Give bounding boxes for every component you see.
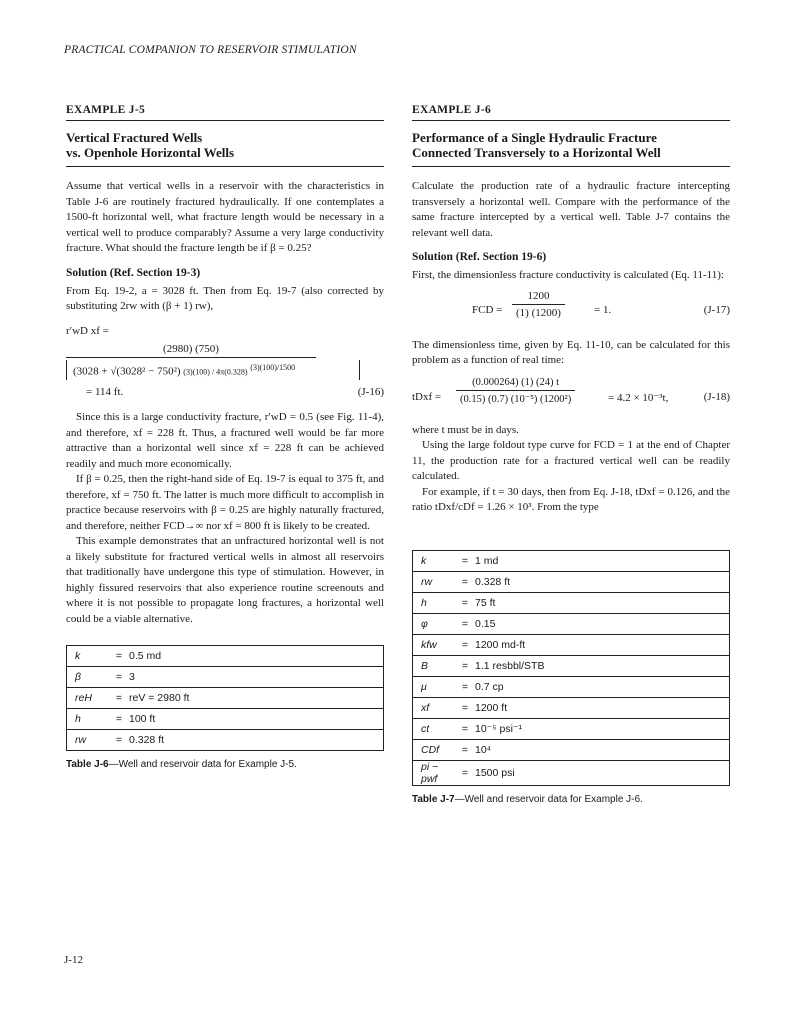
- table-cell-sym: β: [67, 667, 110, 688]
- table-cell-val: 1.1 resbbl/STB: [475, 655, 730, 676]
- table-cell-sym: CDf: [413, 739, 456, 760]
- table-cell-val: 1200 md-ft: [475, 634, 730, 655]
- eq17-lhs: FCD =: [472, 303, 503, 316]
- eq17-numerator: 1200: [512, 290, 565, 305]
- table-j6: [66, 645, 384, 751]
- eq18-number: (J-18): [703, 390, 730, 403]
- table-row: [67, 730, 384, 751]
- table-row: [413, 697, 730, 718]
- table-cell-eq: =: [455, 697, 475, 718]
- running-header: PRACTICAL COMPANION TO RESERVOIR STIMULATION: [64, 44, 357, 56]
- table-cell-eq: =: [109, 709, 129, 730]
- table-cell-val: 75 ft: [475, 592, 730, 613]
- intro-paragraph: Assume that vertical wells in a reservoir with the characteristics in Table J-6 are routinely fractured hydraulically. If one contemplates a 1500-ft horizontal well, what fracture length would be necessary in a vertical well to produce comparably? Assume a very large conductivity fracture. What should the fracture length be if β = 0.25?: [66, 180, 384, 254]
- table-cell-sym: h: [413, 592, 456, 613]
- table-cell-eq: =: [455, 634, 475, 655]
- solution-paragraph: From Eq. 19-2, a = 3028 ft. Then from Eq. 19-7 (also corrected by substituting 2rw with (β + 1) rw),: [66, 284, 384, 312]
- table-cell-val: 0.328 ft: [475, 571, 730, 592]
- table-row: [67, 688, 384, 709]
- table-cell-eq: =: [455, 676, 475, 697]
- page-number: J-12: [64, 954, 83, 966]
- table-cell-val: 0.15: [475, 613, 730, 634]
- table-cell-eq: =: [455, 718, 475, 739]
- title-line-2: vs. Openhole Horizontal Wells: [66, 145, 235, 160]
- table-cell-eq: =: [455, 739, 475, 760]
- table-cell-eq: =: [109, 646, 129, 667]
- table-row: [67, 667, 384, 688]
- paragraph-5: For example, if t = 30 days, then from Eq. J-18, tDxf = 0.126, and the ratio tDxf/cDf = 1.26 × 10³. From the type: [412, 485, 730, 513]
- table-row: [413, 655, 730, 676]
- table-row: [67, 709, 384, 730]
- table-cell-eq: =: [109, 688, 129, 709]
- eq18-denominator: (0.15) (0.7) (10⁻⁵) (1200²): [460, 393, 572, 405]
- table-cell-val: 1500 psi: [475, 760, 730, 785]
- equation-denominator: [66, 360, 360, 381]
- title-line-1: Vertical Fractured Wells: [66, 130, 203, 145]
- table-cell-sym: reH: [67, 688, 110, 709]
- title-line-2: Connected Transversely to a Horizontal Well: [412, 145, 661, 160]
- equation-lhs: r′wD xf =: [66, 324, 109, 337]
- table-row: [413, 676, 730, 697]
- table-row: [413, 592, 730, 613]
- table-cell-sym: B: [413, 655, 456, 676]
- eq18-lhs: tDxf =: [412, 390, 442, 403]
- table-cell-sym: kfw: [413, 634, 456, 655]
- table-cell-sym: pi − pwf: [413, 760, 456, 785]
- equation-j18: [412, 375, 730, 421]
- table-cell-val: 0.5 md: [129, 646, 384, 667]
- example-label: EXAMPLE J-5: [66, 104, 384, 121]
- equation-denominator-exp: (3)(100)/1500: [250, 362, 296, 372]
- equation-number: (J-16): [357, 386, 384, 399]
- example-title: [66, 130, 384, 167]
- eq18-fraction: [456, 377, 575, 405]
- table-j7: [412, 550, 730, 786]
- table-cell-sym: μ: [413, 676, 456, 697]
- table-cell-eq: =: [455, 613, 475, 634]
- equation-denominator-a: (3028 + √(3028² − 750²): [73, 365, 181, 378]
- eq18-rhs: = 4.2 × 10⁻³t,: [608, 391, 669, 404]
- table-cell-val: 10⁻⁵ psi⁻¹: [475, 718, 730, 739]
- table-cell-val: reV = 2980 ft: [129, 688, 384, 709]
- equation-result-line: [66, 386, 384, 404]
- table-cell-val: 100 ft: [129, 709, 384, 730]
- table-caption: [66, 759, 384, 770]
- paragraph-3: where t must be in days.: [412, 423, 519, 436]
- eq17-rhs: = 1.: [594, 303, 612, 316]
- table-caption: [412, 794, 730, 805]
- table-cell-sym: h: [67, 709, 110, 730]
- table-cell-sym: rw: [67, 730, 110, 751]
- table-cell-sym: φ: [413, 613, 456, 634]
- example-j5-column: [66, 104, 384, 770]
- equation-denominator-b: (3)(100) / 4π(0.328): [183, 367, 248, 377]
- eq17-number: (J-17): [703, 303, 730, 316]
- title-line-1: Performance of a Single Hydraulic Fracture: [412, 130, 657, 145]
- table-row: [413, 550, 730, 571]
- solution-heading: Solution (Ref. Section 19-3): [66, 266, 201, 279]
- table-row: [413, 760, 730, 785]
- table-cell-eq: =: [455, 760, 475, 785]
- table-cell-val: 0.7 cp: [475, 676, 730, 697]
- table-row: [413, 718, 730, 739]
- example-label: EXAMPLE J-6: [412, 104, 730, 121]
- paragraph-4: Using the large foldout type curve for FCD = 1 at the end of Chapter 11, the production rate for a fractured vertical well can be readily calculated.: [412, 439, 730, 482]
- table-row: [413, 634, 730, 655]
- paragraph-3: If β = 0.25, then the right-hand side of Eq. 19-7 is equal to 375 ft, and therefore, xf = 750 ft. The latter is much more difficult to accomplish in practice because reservoirs with β = 0.25 are highly naturally fractured, and therefore, neither FCD→∞ nor xf = 800 ft is likely to be created.: [66, 473, 384, 532]
- caption-label: Table J-6: [66, 759, 109, 771]
- equation-result: = 114 ft.: [86, 386, 124, 399]
- table-cell-eq: =: [455, 592, 475, 613]
- table-cell-sym: k: [67, 646, 110, 667]
- eq18-numerator: (0.000264) (1) (24) t: [456, 377, 575, 391]
- paragraph-2: Since this is a large conductivity fracture, r′wD = 0.5 (see Fig. 11-4), and therefore, xf = 228 ft. Thus, a fractured well would be far more attractive than a horizontal well since xf = 228 ft can be achieved readily and much more economically.: [66, 411, 384, 470]
- solution-heading: Solution (Ref. Section 19-6): [412, 251, 547, 263]
- table-cell-val: 3: [129, 667, 384, 688]
- table-cell-val: 1200 ft: [475, 697, 730, 718]
- table-cell-sym: xf: [413, 697, 456, 718]
- solution-paragraph: First, the dimensionless fracture conductivity is calculated (Eq. 11-11):: [412, 269, 724, 281]
- intro-paragraph: Calculate the production rate of a hydraulic fracture intercepting transversely a horizontal well. Compare with the performance of the same fracture intercepted by a vertical well. Table J-7 contains the relevant well data.: [412, 180, 730, 239]
- table-row: [67, 646, 384, 667]
- table-cell-eq: =: [109, 730, 129, 751]
- eq17-denominator: (1) (1200): [516, 306, 561, 319]
- table-row: [413, 571, 730, 592]
- example-j6-column: [412, 104, 730, 805]
- eq17-fraction: [512, 290, 565, 319]
- table-row: [413, 613, 730, 634]
- table-cell-sym: ct: [413, 718, 456, 739]
- equation-numerator: (2980) (750): [66, 343, 316, 358]
- table-cell-eq: =: [109, 667, 129, 688]
- table-cell-val: 1 md: [475, 550, 730, 571]
- table-cell-eq: =: [455, 571, 475, 592]
- caption-text: —Well and reservoir data for Example J-5.: [108, 759, 297, 771]
- table-row: [413, 739, 730, 760]
- caption-label: Table J-7: [412, 793, 455, 805]
- table-cell-sym: rw: [413, 571, 456, 592]
- table-cell-val: 0.328 ft: [129, 730, 384, 751]
- table-cell-val: 10⁴: [475, 739, 730, 760]
- example-title: [412, 130, 730, 167]
- caption-text: —Well and reservoir data for Example J-6.: [454, 793, 643, 805]
- table-cell-eq: =: [455, 655, 475, 676]
- table-cell-sym: k: [413, 550, 456, 571]
- equation-j17: [412, 290, 730, 334]
- paragraph-2: The dimensionless time, given by Eq. 11-10, can be calculated for this problem as a function of real time:: [412, 338, 730, 366]
- paragraph-4: This example demonstrates that an unfractured horizontal well is not a likely substitute for fractured vertical wells in almost all reservoirs that traditionally have undergone this type of stimulation. However, in highly fissured reservoirs that also experience routine screenouts and where it is not possible to propagate long fractures, a horizontal well could be a viable alternative.: [66, 535, 384, 625]
- table-cell-eq: =: [455, 550, 475, 571]
